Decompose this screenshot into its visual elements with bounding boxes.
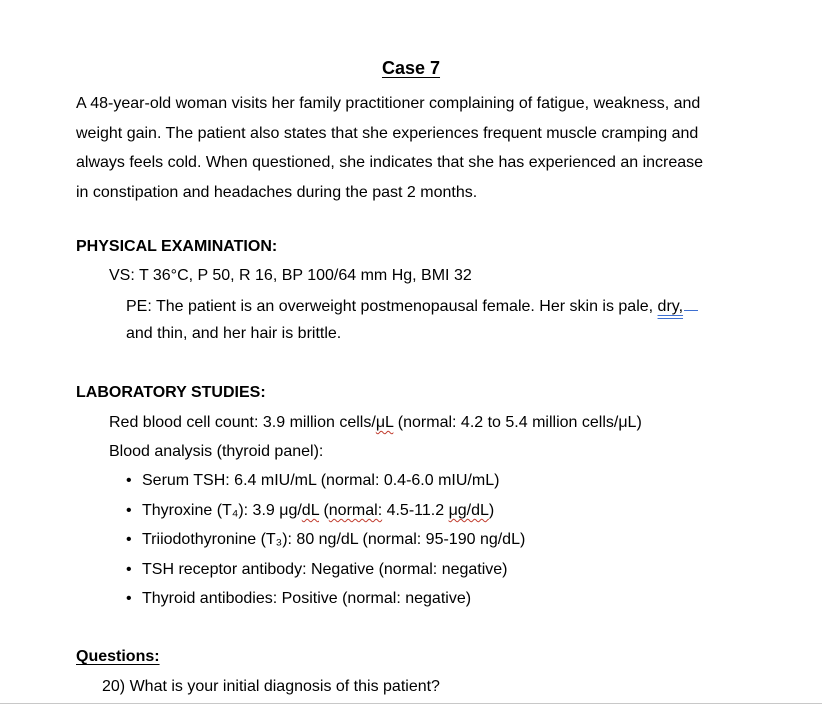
- pe-line-1-text: PE: The patient is an overweight postmenopausal female. Her skin is pale,: [126, 298, 658, 315]
- rbc-text: Red blood cell count: 3.9 million cells/: [109, 414, 376, 431]
- intro-line: weight gain. The patient also states that she experiences frequent muscle cramping and: [76, 124, 699, 142]
- pe-line-2: and thin, and her hair is brittle.: [126, 325, 342, 342]
- spelling-flag-normal[interactable]: normal:: [328, 502, 383, 519]
- spelling-flag-ul[interactable]: μL: [375, 414, 394, 431]
- list-item: [126, 590, 471, 608]
- page-bottom-divider: [0, 703, 822, 704]
- list-item: [126, 472, 499, 490]
- bullet-icon: •: [126, 472, 132, 489]
- spelling-flag-dl[interactable]: dL: [301, 502, 319, 519]
- rbc-line: [109, 414, 642, 432]
- blood-analysis-line: Blood analysis (thyroid panel):: [109, 443, 324, 460]
- thyroid-antibodies-text: Thyroid antibodies: Positive (normal: negative): [142, 590, 472, 607]
- intro-line: always feels cold. When questioned, she indicates that she has experienced an increase: [76, 154, 704, 171]
- tsh-receptor-text: TSH receptor antibody: Negative (normal: negative): [142, 561, 508, 578]
- list-item: [126, 561, 508, 579]
- t3-text: Triiodothyronine (T₃): 80 ng/dL (normal: 95-190 ng/dL): [142, 531, 526, 548]
- physical-exam-heading: PHYSICAL EXAMINATION:: [76, 238, 278, 255]
- question-20: 20) What is your initial diagnosis of this patient?: [102, 678, 440, 695]
- t4-range: 4.5-11.2: [382, 502, 449, 519]
- pe-line-1: [126, 296, 698, 316]
- list-item: [126, 502, 494, 520]
- intro-line: A 48-year-old woman visits her family practitioner complaining of fatigue, weakness, and: [76, 95, 701, 112]
- tsh-text: Serum TSH: 6.4 mIU/mL (normal: 0.4-6.0 mIU/mL): [142, 472, 500, 489]
- lab-studies-heading: LABORATORY STUDIES:: [76, 384, 266, 401]
- bullet-icon: •: [126, 531, 132, 548]
- grammar-flag-dry[interactable]: dry,: [657, 298, 684, 315]
- t4-close: ): [488, 502, 495, 519]
- bullet-icon: •: [126, 561, 132, 578]
- spelling-flag-ugdl[interactable]: μg/dL: [448, 502, 489, 519]
- t4-text: Thyroxine (T₄): 3.9 μg/: [142, 502, 302, 519]
- case-title: Case 7: [381, 58, 441, 78]
- bullet-icon: •: [126, 590, 132, 607]
- intro-line: in constipation and headaches during the past 2 months.: [76, 183, 478, 201]
- vital-signs-line: VS: T 36°C, P 50, R 16, BP 100/64 mm Hg, BMI 32: [109, 267, 472, 284]
- rbc-normal-text: (normal: 4.2 to 5.4 million cells/μL): [393, 414, 642, 431]
- questions-heading: Questions:: [76, 648, 160, 665]
- bullet-icon: •: [126, 502, 132, 519]
- grammar-flag-underline-tail: [684, 296, 698, 311]
- list-item: [126, 531, 525, 549]
- t4-paren: (: [319, 502, 329, 519]
- case-intro-paragraph: [76, 89, 756, 207]
